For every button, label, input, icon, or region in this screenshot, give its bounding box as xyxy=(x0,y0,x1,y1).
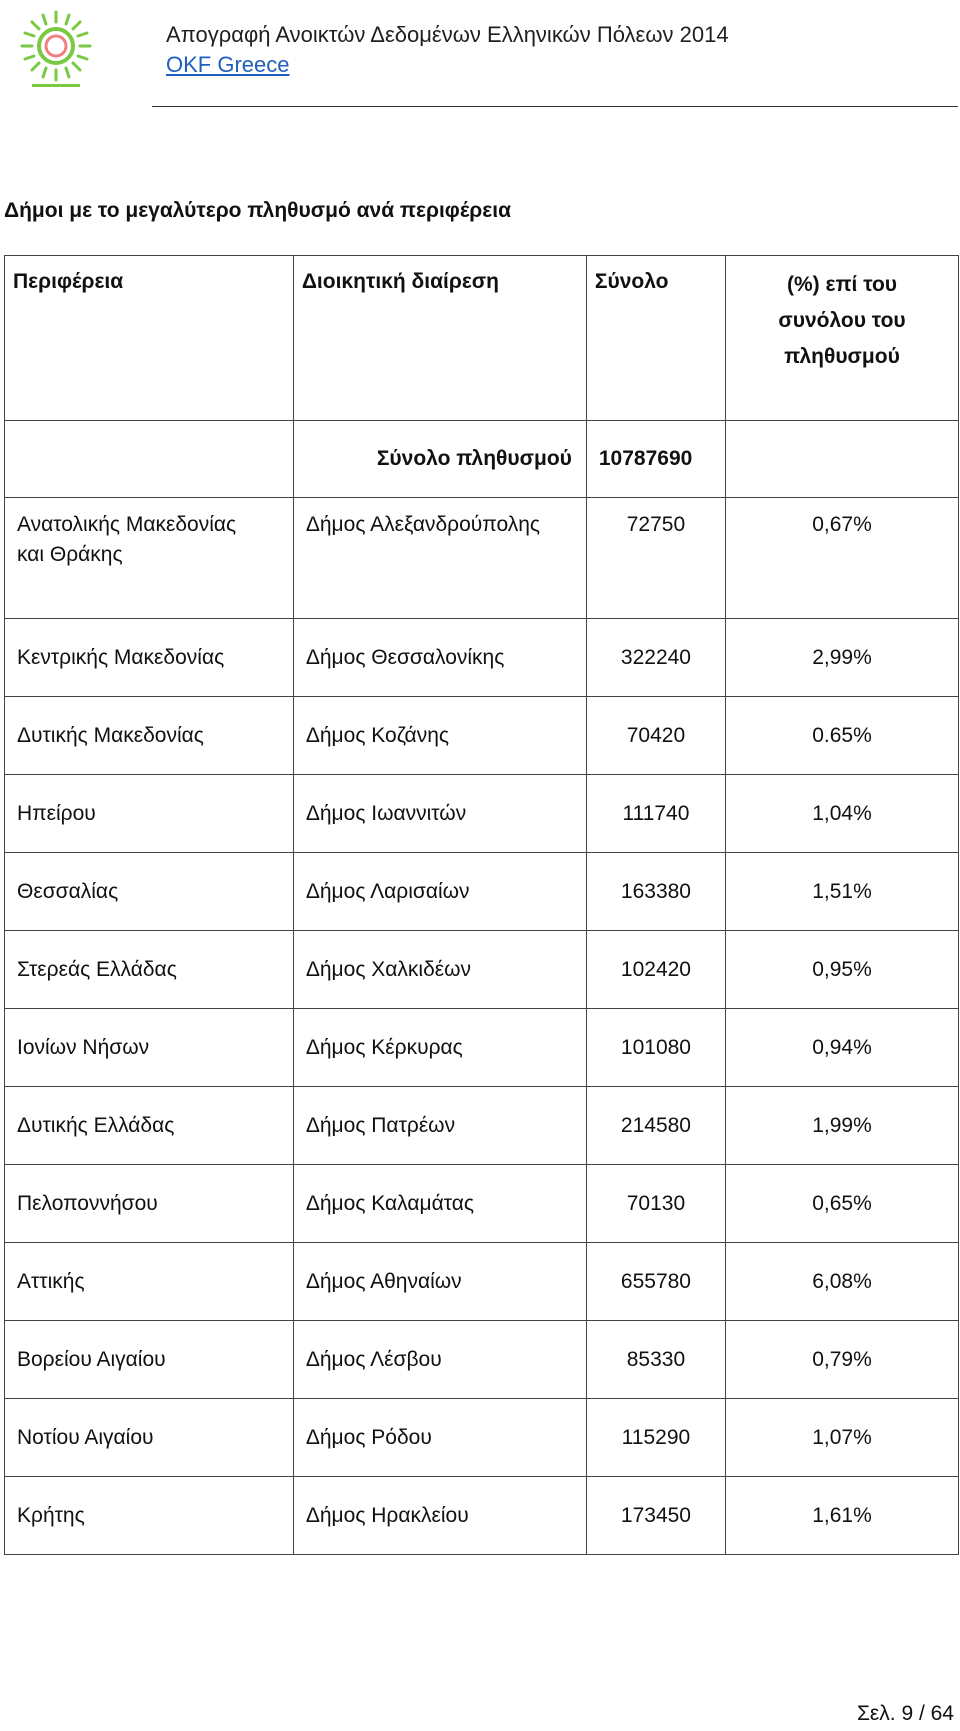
percent-cell: 0,65% xyxy=(726,1165,959,1243)
table-row xyxy=(5,775,959,853)
unit-cell: Δήμος Κέρκυρας xyxy=(293,1009,586,1087)
percent-cell: 0.65% xyxy=(726,697,959,775)
unit-cell: Δήμος Λαρισαίων xyxy=(293,853,586,931)
total-cell: 111740 xyxy=(586,775,725,853)
total-cell: 655780 xyxy=(586,1243,725,1321)
total-cell: 173450 xyxy=(586,1477,725,1555)
unit-cell: Δήμος Ηρακλείου xyxy=(293,1477,586,1555)
region-cell: Αττικής xyxy=(5,1243,294,1321)
total-cell: 70130 xyxy=(586,1165,725,1243)
region-line: και Θράκης xyxy=(17,543,123,566)
table-row xyxy=(5,1165,959,1243)
percent-cell: 0,94% xyxy=(726,1009,959,1087)
percent-cell: 2,99% xyxy=(726,619,959,697)
region-cell: Δυτικής Μακεδονίας xyxy=(5,697,294,775)
region-cell: Κεντρικής Μακεδονίας xyxy=(5,619,294,697)
header-divider xyxy=(152,106,958,107)
percent-cell: 1,04% xyxy=(726,775,959,853)
total-cell: 70420 xyxy=(586,697,725,775)
region-cell xyxy=(5,498,294,619)
total-cell: 101080 xyxy=(586,1009,725,1087)
total-cell: 102420 xyxy=(586,931,725,1009)
table-row xyxy=(5,619,959,697)
table-row xyxy=(5,1321,959,1399)
okf-greece-logo xyxy=(18,8,94,92)
summary-empty-cell xyxy=(726,421,959,498)
summary-row xyxy=(5,421,959,498)
table-row xyxy=(5,853,959,931)
percent-cell: 1,51% xyxy=(726,853,959,931)
percent-cell: 6,08% xyxy=(726,1243,959,1321)
unit-cell: Δήμος Χαλκιδέων xyxy=(293,931,586,1009)
header-region: Περιφέρεια xyxy=(5,256,294,421)
table-row xyxy=(5,931,959,1009)
total-cell: 115290 xyxy=(586,1399,725,1477)
header-unit: Διοικητική διαίρεση xyxy=(293,256,586,421)
total-cell: 322240 xyxy=(586,619,725,697)
unit-cell: Δήμος Κοζάνης xyxy=(293,697,586,775)
okf-greece-link[interactable]: OKF Greece xyxy=(166,52,290,77)
header-percentage xyxy=(726,256,959,421)
total-cell: 214580 xyxy=(586,1087,725,1165)
percent-cell: 1,99% xyxy=(726,1087,959,1165)
page-number: Σελ. 9 / 64 xyxy=(856,1702,954,1725)
region-cell: Θεσσαλίας xyxy=(5,853,294,931)
percent-cell: 0,67% xyxy=(726,498,959,619)
table-row xyxy=(5,1477,959,1555)
percent-cell: 0,79% xyxy=(726,1321,959,1399)
unit-cell: Δήμος Καλαμάτας xyxy=(293,1165,586,1243)
region-cell: Βορείου Αιγαίου xyxy=(5,1321,294,1399)
unit-cell: Δήμος Αλεξανδρούπολης xyxy=(293,498,586,619)
total-cell: 85330 xyxy=(586,1321,725,1399)
region-cell: Νοτίου Αιγαίου xyxy=(5,1399,294,1477)
region-line: Ανατολικής Μακεδονίας xyxy=(17,513,237,536)
section-title: Δήμοι με το μεγαλύτερο πληθυσμό ανά περιφέρεια xyxy=(4,199,512,222)
summary-value: 10787690 xyxy=(586,421,725,498)
header-pct-line: πληθυσμού xyxy=(784,345,900,368)
unit-cell: Δήμος Ρόδου xyxy=(293,1399,586,1477)
header-total: Σύνολο xyxy=(586,256,725,421)
region-cell: Δυτικής Ελλάδας xyxy=(5,1087,294,1165)
table-row xyxy=(5,1087,959,1165)
table-row xyxy=(5,697,959,775)
unit-cell: Δήμος Αθηναίων xyxy=(293,1243,586,1321)
summary-label: Σύνολο πληθυσμού xyxy=(293,421,586,498)
region-cell: Ηπείρου xyxy=(5,775,294,853)
region-cell: Ιονίων Νήσων xyxy=(5,1009,294,1087)
region-cell: Πελοποννήσου xyxy=(5,1165,294,1243)
table-row xyxy=(5,1399,959,1477)
header-pct-line: (%) επί του xyxy=(786,273,898,296)
percent-cell: 1,07% xyxy=(726,1399,959,1477)
summary-empty-cell xyxy=(5,421,294,498)
percent-cell: 1,61% xyxy=(726,1477,959,1555)
header-pct-line: συνόλου του xyxy=(778,309,906,332)
unit-cell: Δήμος Πατρέων xyxy=(293,1087,586,1165)
unit-cell: Δήμος Λέσβου xyxy=(293,1321,586,1399)
table-row xyxy=(5,1009,959,1087)
unit-cell: Δήμος Ιωαννιτών xyxy=(293,775,586,853)
logo-graphic xyxy=(18,8,94,92)
region-cell: Κρήτης xyxy=(5,1477,294,1555)
table-row xyxy=(5,498,959,619)
population-table xyxy=(4,255,959,1555)
table-row xyxy=(5,1243,959,1321)
total-cell: 72750 xyxy=(586,498,725,619)
table-header-row xyxy=(5,256,959,421)
percent-cell: 0,95% xyxy=(726,931,959,1009)
total-cell: 163380 xyxy=(586,853,725,931)
document-header-title: Απογραφή Ανοικτών Δεδομένων Ελληνικών Πόλεων 2014 xyxy=(166,22,729,47)
region-cell: Στερεάς Ελλάδας xyxy=(5,931,294,1009)
unit-cell: Δήμος Θεσσαλονίκης xyxy=(293,619,586,697)
